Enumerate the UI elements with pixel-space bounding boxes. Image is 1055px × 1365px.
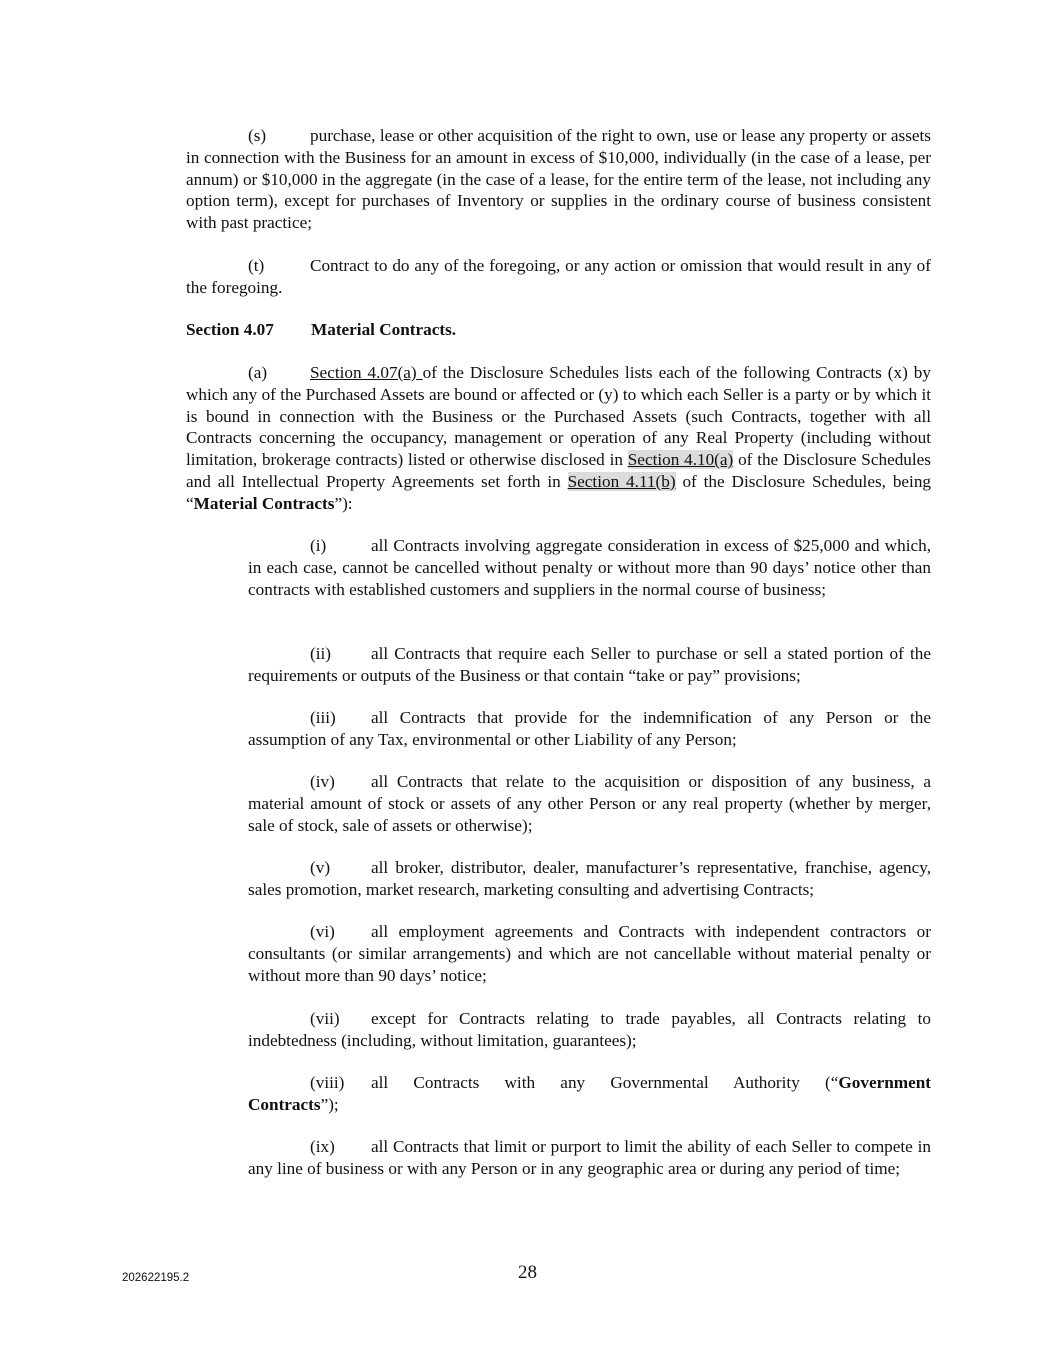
- subitem-iv: [248, 771, 931, 836]
- paragraph-s: [186, 125, 931, 234]
- item-text: purchase, lease or other acquisition of the right to own, use or lease any property or assets in connection with the Business for an amount in excess of $10,000, individually (in the case of a lease, per annum) or $10,000 in the aggregate (in the case of a lease, for the entire term of the lease, not including any option term), except for purchases of Inventory or supplies in the ordinary course of business consistent with past practice;: [186, 126, 931, 233]
- item-text: all Contracts that limit or purport to limit the ability of each Seller to compete in any line of business or with any Person or in any geographic area or during any period of time;: [248, 1137, 931, 1178]
- item-text: all employment agreements and Contracts with independent contractors or consultants (or similar arrangements) and which are not cancellable without material penalty or without more than 90 days’ notice;: [248, 922, 931, 985]
- item-text: all Contracts that provide for the indemnification of any Person or the assumption of any Tax, environmental or other Liability of any Person;: [248, 708, 931, 749]
- subitem-ii: [248, 643, 931, 687]
- item-text: Contract to do any of the foregoing, or any action or omission that would result in any of the foregoing.: [186, 256, 931, 297]
- section-title: Material Contracts.: [311, 320, 457, 339]
- item-text: except for Contracts relating to trade payables, all Contracts relating to indebtedness (including, without limitation, guarantees);: [248, 1009, 931, 1050]
- item-number: (iii): [310, 708, 336, 727]
- item-text: all Contracts with any Governmental Authority (“: [371, 1073, 839, 1092]
- paragraph-t: [186, 255, 931, 299]
- item-number: (ii): [310, 644, 331, 663]
- subitem-vii: [248, 1008, 931, 1052]
- defined-term: Material Contracts: [193, 493, 335, 513]
- item-number: (iv): [310, 772, 335, 791]
- item-number: (i): [310, 536, 327, 555]
- section-heading: [186, 319, 456, 341]
- item-number: (v): [310, 858, 331, 877]
- item-number: (viii): [310, 1073, 345, 1092]
- paragraph-a: [186, 362, 931, 515]
- paragraph-text: ”):: [334, 493, 353, 513]
- section-reference-link[interactable]: Section 4.11(b): [567, 471, 676, 491]
- item-text-end: ”);: [320, 1094, 339, 1114]
- subitem-vi: [248, 921, 931, 986]
- item-text: all broker, distributor, dealer, manufacturer’s representative, franchise, agency, sales promotion, market research, marketing consulting and advertising Contracts;: [248, 858, 931, 899]
- page-number: 28: [518, 1262, 537, 1283]
- paragraph-text: of the Disclosure Schedules and all Intellectual Property Agreements set forth in: [186, 450, 931, 491]
- subitem-viii: [248, 1072, 931, 1116]
- subitem-v: [248, 857, 931, 901]
- item-number: (vii): [310, 1009, 340, 1028]
- document-id: 202622195.2: [122, 1272, 190, 1284]
- defined-term: Government Contracts: [248, 1073, 931, 1114]
- item-text: all Contracts that require each Seller to purchase or sell a stated portion of the requirements or outputs of the Business or that contain “take or pay” provisions;: [248, 644, 931, 685]
- item-number: (a): [248, 363, 268, 382]
- paragraph-text: of the Disclosure Schedules, being “: [186, 471, 932, 513]
- paragraph-text: of the Disclosure Schedules lists each of the following Contracts (x) by which any of the Purchased Assets are bound or affected or (y) to which each Seller is a party or by which it is bound in connection with the Business or the Purchased Assets (such Contracts, together with all Contracts concerning the occupancy, management or operation of any Real Property (including without limitation, brokerage contracts) listed or otherwise disclosed in: [186, 363, 931, 470]
- section-number: Section 4.07: [186, 320, 274, 339]
- item-number: (vi): [310, 922, 335, 941]
- item-text: all Contracts involving aggregate consideration in excess of $25,000 and which, in each case, cannot be cancelled without penalty or without more than 90 days’ notice other than contracts with established customers and suppliers in the normal course of business;: [248, 536, 931, 599]
- item-number: (t): [248, 256, 265, 275]
- section-reference-link[interactable]: Section 4.10(a): [627, 450, 734, 470]
- subitem-i: [248, 535, 931, 600]
- subitem-ix: [248, 1136, 931, 1180]
- item-number: (ix): [310, 1137, 335, 1156]
- section-reference-link[interactable]: Section 4.07(a): [310, 363, 423, 382]
- item-number: (s): [248, 126, 267, 145]
- subitem-iii: [248, 707, 931, 751]
- item-text: all Contracts that relate to the acquisition or disposition of any business, a material amount of stock or assets of any other Person or any real property (whether by merger, sale of stock, sale of assets or otherwise);: [248, 772, 931, 835]
